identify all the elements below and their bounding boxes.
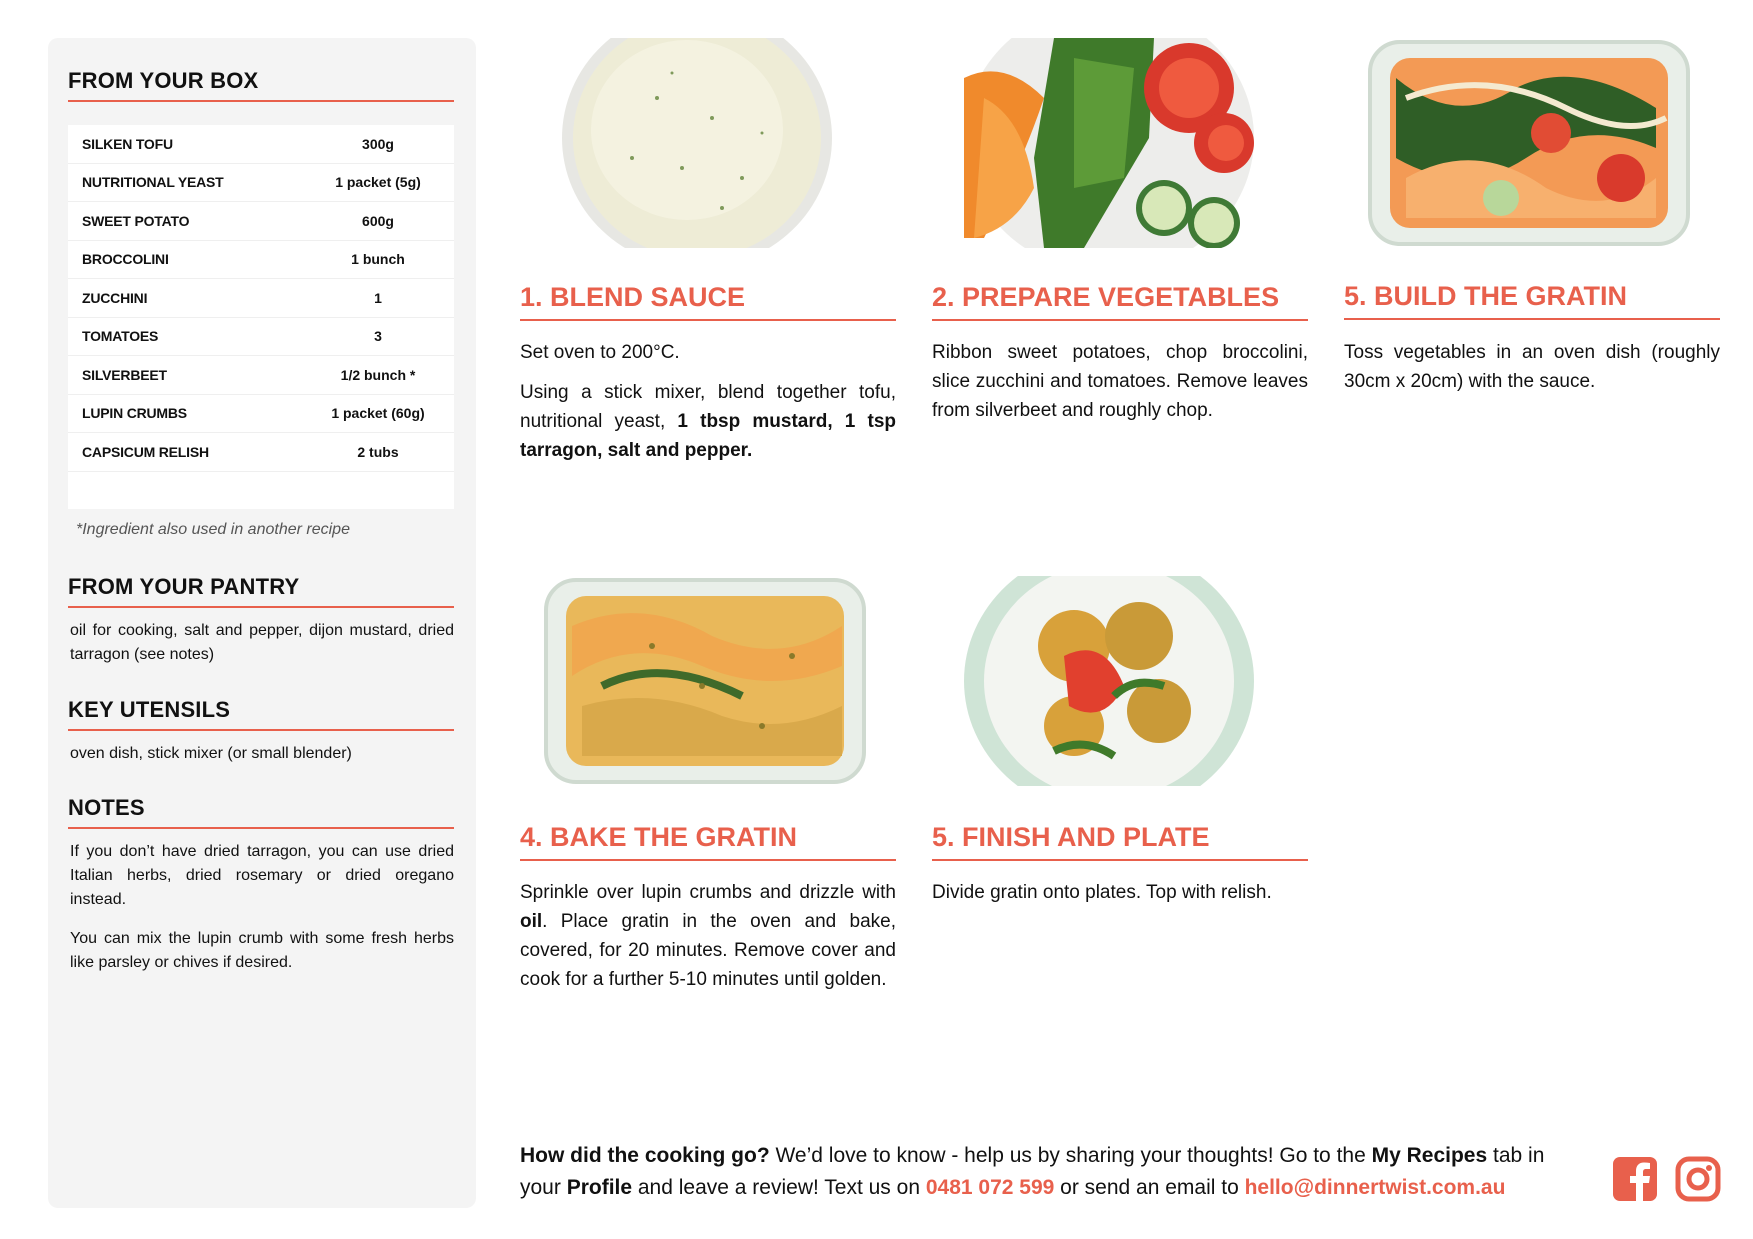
table-row [68,356,454,395]
utensils-text: oven dish, stick mixer (or small blender) [70,745,352,762]
my-recipes-label: My Recipes [1371,1144,1488,1167]
notes-text-2: You can mix the lupin crumb with some fresh herbs like parsley or chives if desired. [70,930,454,971]
ingredient-qty: 2 tubs [357,443,399,460]
pantry-heading: FROM YOUR PANTRY [68,574,454,608]
utensils-heading: KEY UTENSILS [68,697,454,731]
build-gratin-photo [1366,38,1692,248]
ingredient-qty: 1 [374,289,382,306]
ingredient-footnote: *Ingredient also used in another recipe [76,521,350,538]
table-row [68,202,454,241]
step-title: 2. PREPARE VEGETABLES [932,282,1308,321]
plated-gratin-photo [964,576,1254,786]
ingredient-qty: 300g [362,135,394,152]
table-row [68,279,454,318]
instagram-icon[interactable] [1674,1155,1722,1203]
table-row [68,318,454,357]
ingredient-name: TOMATOES [82,328,159,345]
pantry-text: oil for cooking, salt and pepper, dijon mustard, dried tarragon (see notes) [70,622,454,663]
ingredient-qty: 1/2 bunch * [340,366,416,383]
from-your-box-heading: FROM YOUR BOX [68,68,454,102]
bake-gratin-photo [542,576,868,786]
ingredient-name: SWEET POTATO [82,212,190,229]
table-row [68,433,454,472]
table-row [68,164,454,203]
ingredients-sidebar [48,38,476,1208]
step-text: Set oven to 200°C. [520,342,680,363]
ingredient-name: SILVERBEET [82,366,167,383]
table-row [68,241,454,280]
step-text: Sprinkle over lupin crumbs and drizzle with oil. Place gratin in the oven and bake, covered, for 20 minutes. Remove cover and cook for a further 5-10 minutes until golden. [520,882,896,991]
notes-heading: NOTES [68,795,454,829]
ingredient-qty: 1 packet (5g) [335,174,421,191]
step-title: 4. BAKE THE GRATIN [520,822,896,861]
ingredient-name: NUTRITIONAL YEAST [82,174,224,191]
phone-number-link[interactable]: 0481 072 599 [925,1175,1055,1199]
facebook-icon[interactable] [1611,1155,1659,1203]
ingredient-name: SILKEN TOFU [82,135,173,152]
ingredient-name: LUPIN CRUMBS [82,405,187,422]
table-row [68,395,454,434]
ingredient-name: BROCCOLINI [82,251,169,268]
step-text: Toss vegetables in an oven dish (roughly 30cm x 20cm) with the sauce. [1344,342,1720,393]
ingredients-table [68,125,454,509]
step-text: Ribbon sweet potatoes, chop broccolini, slice zucchini and tomatoes. Remove leaves from silverbeet and roughly chop. [932,342,1308,422]
profile-label: Profile [566,1175,633,1199]
vegetables-photo [964,38,1254,248]
step-title: 5. BUILD THE GRATIN [1344,281,1720,320]
sauce-photo [562,38,832,248]
ingredient-qty: 1 packet (60g) [331,405,425,422]
review-prompt: How did the cooking go? We’d love to know - help us by sharing your thoughts! Go to the My Recipes tab in your Profile and leave a review! Text us on 0481 072 599 or send an email to hello@dinnertwist.com.au [520,1144,1545,1199]
ingredient-name: CAPSICUM RELISH [82,443,209,460]
email-link[interactable]: hello@dinnertwist.com.au [1244,1175,1506,1199]
step-text: Divide gratin onto plates. Top with relish. [932,882,1272,903]
ingredient-qty: 600g [362,212,394,229]
ingredient-name: ZUCCHINI [82,289,148,306]
step-title: 1. BLEND SAUCE [520,282,896,321]
table-row [68,125,454,164]
ingredient-qty: 1 bunch [351,251,405,268]
ingredient-qty: 3 [374,328,382,345]
step-title: 5. FINISH AND PLATE [932,822,1308,861]
review-question: How did the cooking go? [520,1144,770,1167]
step-text: Using a stick mixer, blend together tofu, nutritional yeast, 1 tbsp mustard, 1 tsp tarragon, salt and pepper. [520,382,896,462]
notes-text-1: If you don’t have dried tarragon, you can use dried Italian herbs, dried rosemary or dried oregano instead. [70,843,454,908]
